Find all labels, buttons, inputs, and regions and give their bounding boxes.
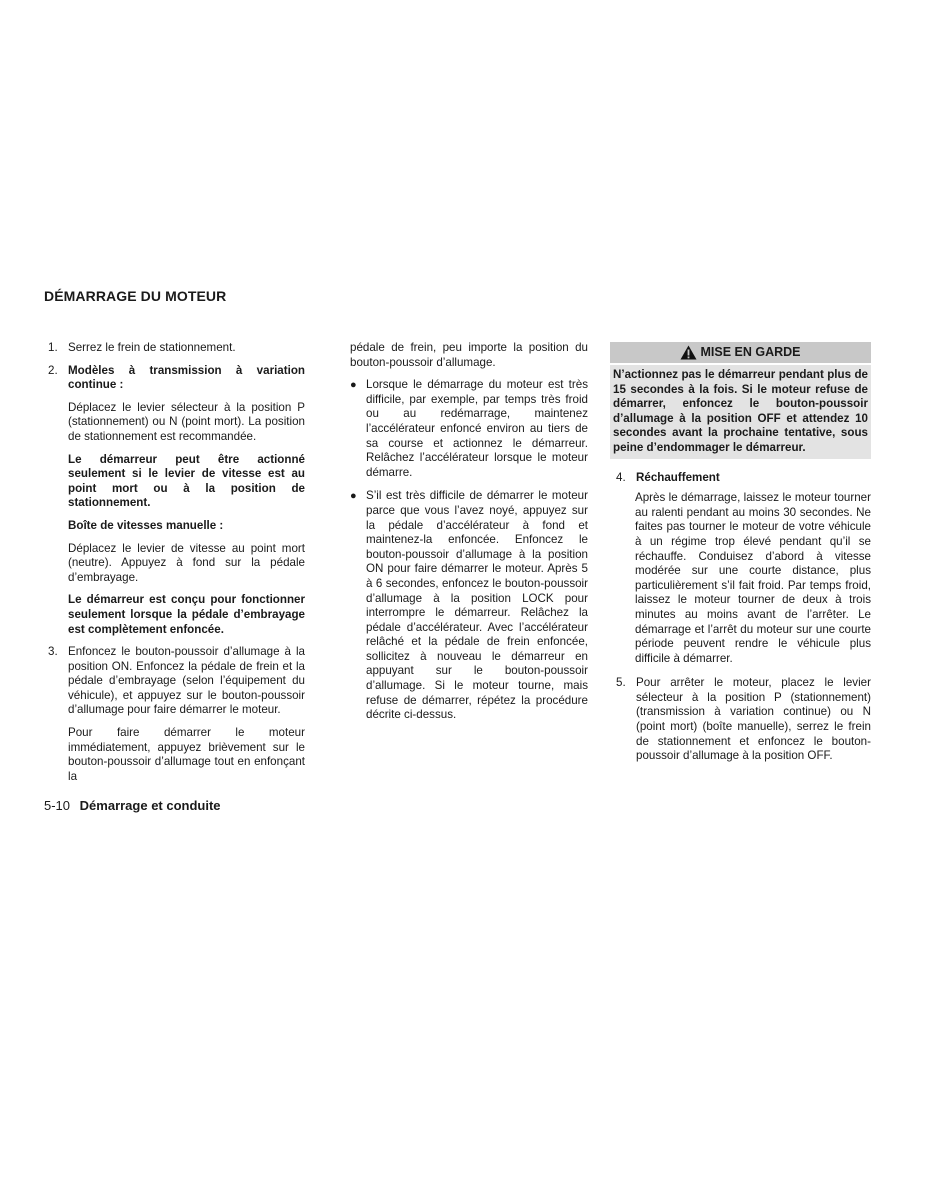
paragraph: Déplacez le levier sélecteur à la position P (stationnement) ou N (point mort). La position de stationnement est recommandée. <box>68 400 305 443</box>
item-text: Pour arrêter le moteur, placez le levier sélecteur à la position P (stationnement) (transmission à variation continue) ou N (point mort) (boîte manuelle), serrez le frein de stationnement et enfoncez le bouton-poussoir d’allumage à la position OFF. <box>636 676 871 763</box>
bullet-text: S’il est très difficile de démarrer le moteur parce que vous l’avez noyé, appuyez sur la pédale d’accélérateur à fond et maintenez-la enfoncée. Enfoncez le bouton-poussoir d’allumage à la position ON pour faire démarrer le moteur. Après 5 à 6 secondes, enfoncez le bouton-poussoir d’allumage à la position LOCK pour interrompre le démarreur. Relâchez la pédale d’accélérateur. Avec l’accélérateur relâché et la pédale de frein enfoncée, sollicitez à nouveau le démarreur en appuyant sur le bouton-poussoir d’allumage. Si le moteur tourne, mais refuse de démarrer, répétez la procédure décrite ci-dessus. <box>366 489 588 722</box>
list-item-5 <box>610 676 871 764</box>
item-number: 4. <box>616 470 626 484</box>
item-text: Serrez le frein de stationnement. <box>68 341 236 354</box>
list-item-4 <box>610 471 871 486</box>
bullet-dot-icon: ● <box>350 490 357 503</box>
paragraph: Déplacez le levier de vitesse au point mort (neutre). Appuyez à fond sur la pédale d’embrayage. <box>68 541 305 584</box>
bullet-item <box>350 378 588 480</box>
item-text: Enfoncez le bouton-poussoir d’allumage à la position ON. Enfoncez la pédale de frein et la pédale d’embrayage (selon l’équipement du véhicule), et appuyez sur le bouton-poussoir d’allumage pour faire démarrer le moteur. <box>68 645 305 717</box>
page-footer <box>44 798 221 813</box>
page-title: DÉMARRAGE DU MOTEUR <box>44 288 227 304</box>
column-1 <box>48 341 305 792</box>
item-number: 5. <box>616 676 626 690</box>
bullet-dot-icon: ● <box>350 379 357 392</box>
list-item-1 <box>48 341 305 356</box>
list-item-2 <box>48 364 305 393</box>
warning-triangle-icon <box>680 345 697 360</box>
note-paragraph: Le démarreur est conçu pour fonctionner seulement lorsque la pédale d’embrayage est complètement enfoncée. <box>68 593 305 636</box>
section-title: Démarrage et conduite <box>79 798 221 813</box>
warning-title: MISE EN GARDE <box>700 345 801 360</box>
warning-text: N’actionnez pas le démarreur pendant plus de 15 secondes à la fois. Si le moteur refuse de démarrer, enfoncez le bouton-poussoir d’allumage à la position OFF et attendez 10 secondes avant la prochaine tentative, sous peine d’endommager le démarreur. <box>610 365 871 459</box>
item-number: 3. <box>48 645 58 659</box>
list-item-3 <box>48 645 305 718</box>
column-2 <box>350 341 588 732</box>
paragraph: Pour faire démarrer le moteur immédiatement, appuyez brièvement sur le bouton-poussoir d’allumage tout en enfonçant la <box>68 726 305 783</box>
column-3 <box>610 342 871 772</box>
bullet-text: Lorsque le démarrage du moteur est très difficile, par exemple, par temps très froid ou au redémarrage, maintenez l’accélérateur enfoncé environ au tiers de sa course et actionnez le démarreur. Relâchez l’accélérateur lorsque le moteur démarre. <box>366 378 588 479</box>
page-number: 5-10 <box>44 798 71 813</box>
item-heading: Modèles à transmission à variation continue : <box>68 363 305 392</box>
paragraph: Après le démarrage, laissez le moteur tourner au ralenti pendant au moins 30 secondes. Ne faites pas tourner le moteur de votre véhicule à un régime trop élevé pendant qu’il se réchauffe. Conduisez d’abord à vitesse modérée sur une courte distance, plus particulièrement s’il fait froid. Par temps froid, laissez le moteur tourner de deux à trois minutes au moins avant de l’arrêter. Le démarrage et l’arrêt du moteur sur une courte période peuvent rendre le véhicule plus difficile à démarrer. <box>635 491 871 665</box>
warning-header <box>610 342 871 363</box>
item-number: 2. <box>48 363 58 377</box>
paragraph: pédale de frein, peu importe la position du bouton-poussoir d’allumage. <box>350 341 588 369</box>
item-number: 1. <box>48 341 58 354</box>
bullet-item <box>350 489 588 723</box>
item-heading: Réchauffement <box>636 470 720 484</box>
note-paragraph: Le démarreur peut être actionné seulement si le levier de vitesse est au point mort ou à la position de stationnement. <box>68 452 305 510</box>
subheading: Boîte de vitesses manuelle : <box>68 518 224 532</box>
